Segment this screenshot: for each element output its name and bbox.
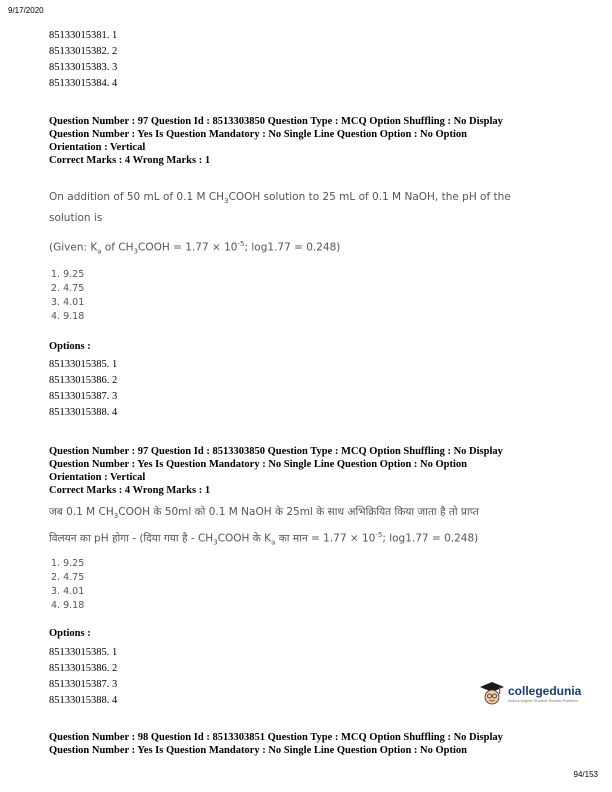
answer-choices — [51, 557, 84, 613]
collegedunia-logo — [479, 680, 581, 706]
options-list — [49, 645, 117, 709]
answer-choices — [51, 268, 84, 324]
print-date: 9/17/2020 — [8, 6, 44, 15]
logo-name: collegedunia — [508, 683, 582, 698]
meta-line: Orientation : Vertical — [49, 472, 146, 483]
choice-item: 1. 9.25 — [51, 269, 85, 280]
choice-item: 4. 9.18 — [51, 311, 85, 322]
option-line: 85133015386. 2 — [49, 375, 118, 386]
choice-item: 1. 9.25 — [51, 558, 85, 569]
question-meta — [49, 445, 579, 497]
choice-item: 4. 9.18 — [51, 600, 85, 611]
meta-line: Question Number : 97 Question Id : 8513303850 Question Type : MCQ Option Shuffling : No Display — [49, 446, 503, 457]
options-label: Options : — [49, 628, 91, 639]
question-meta — [49, 115, 579, 167]
meta-line: Question Number : Yes Is Question Mandatory : No Single Line Question Option : No Option — [49, 459, 468, 470]
meta-line: Orientation : Vertical — [49, 142, 146, 153]
top-options-list — [49, 28, 117, 92]
graduate-mascot-icon — [479, 680, 505, 706]
option-line: 85133015387. 3 — [49, 391, 118, 402]
meta-line: Question Number : Yes Is Question Mandatory : No Single Line Question Option : No Option — [49, 129, 468, 140]
question-given: (Given: $K_a$ of $CH_3COOH = 1.77 \times 10^{-5}$; log1.77 = 0.248) — [49, 240, 341, 256]
option-line: 85133015382. 2 — [49, 46, 118, 57]
option-line: 85133015381. 1 — [49, 30, 118, 41]
logo-tagline: India's largest Student Review Platform — [508, 697, 578, 703]
meta-line: Question Number : 97 Question Id : 8513303850 Question Type : MCQ Option Shuffling : No Display — [49, 116, 503, 127]
option-line: 85133015386. 2 — [49, 663, 118, 674]
choice-item: 3. 4.01 — [51, 586, 85, 597]
option-line: 85133015388. 4 — [49, 695, 118, 706]
option-line: 85133015387. 3 — [49, 679, 118, 690]
marks-line: Correct Marks : 4 Wrong Marks : 1 — [49, 485, 211, 496]
option-line: 85133015385. 1 — [49, 647, 118, 658]
meta-line: Question Number : 98 Question Id : 8513303851 Question Type : MCQ Option Shuffling : No Display — [49, 732, 503, 743]
options-label: Options : — [49, 341, 91, 352]
marks-line: Correct Marks : 4 Wrong Marks : 1 — [49, 155, 211, 166]
option-line: 85133015388. 4 — [49, 407, 118, 418]
question-text: On addition of 50 mL of 0.1 M $CH_3COOH$ solution to 25 mL of 0.1 M NaOH, the pH of the solution is — [49, 191, 511, 225]
choice-item: 2. 4.75 — [51, 572, 85, 583]
option-line: 85133015384. 4 — [49, 78, 118, 89]
question-meta — [49, 731, 579, 757]
option-line: 85133015385. 1 — [49, 359, 118, 370]
question-text-hindi: जब 0.1 M $CH_3COOH$ के 50ml को 0.1 M NaOH के 25ml के साथ अभिक्रियित किया जाता है तो प्राप्त विलयन का pH होगा - (दिया गया है - $CH_3COOH$ के $K_a$ का मान = $1.77 \times 10^{-5}$; log1.77 = 0.248) — [49, 506, 479, 547]
options-list — [49, 357, 117, 421]
choice-item: 3. 4.01 — [51, 297, 85, 308]
choice-item: 2. 4.75 — [51, 283, 85, 294]
page-number: 94/153 — [573, 770, 598, 779]
option-line: 85133015383. 3 — [49, 62, 118, 73]
meta-line: Question Number : Yes Is Question Mandatory : No Single Line Question Option : No Option — [49, 745, 468, 756]
